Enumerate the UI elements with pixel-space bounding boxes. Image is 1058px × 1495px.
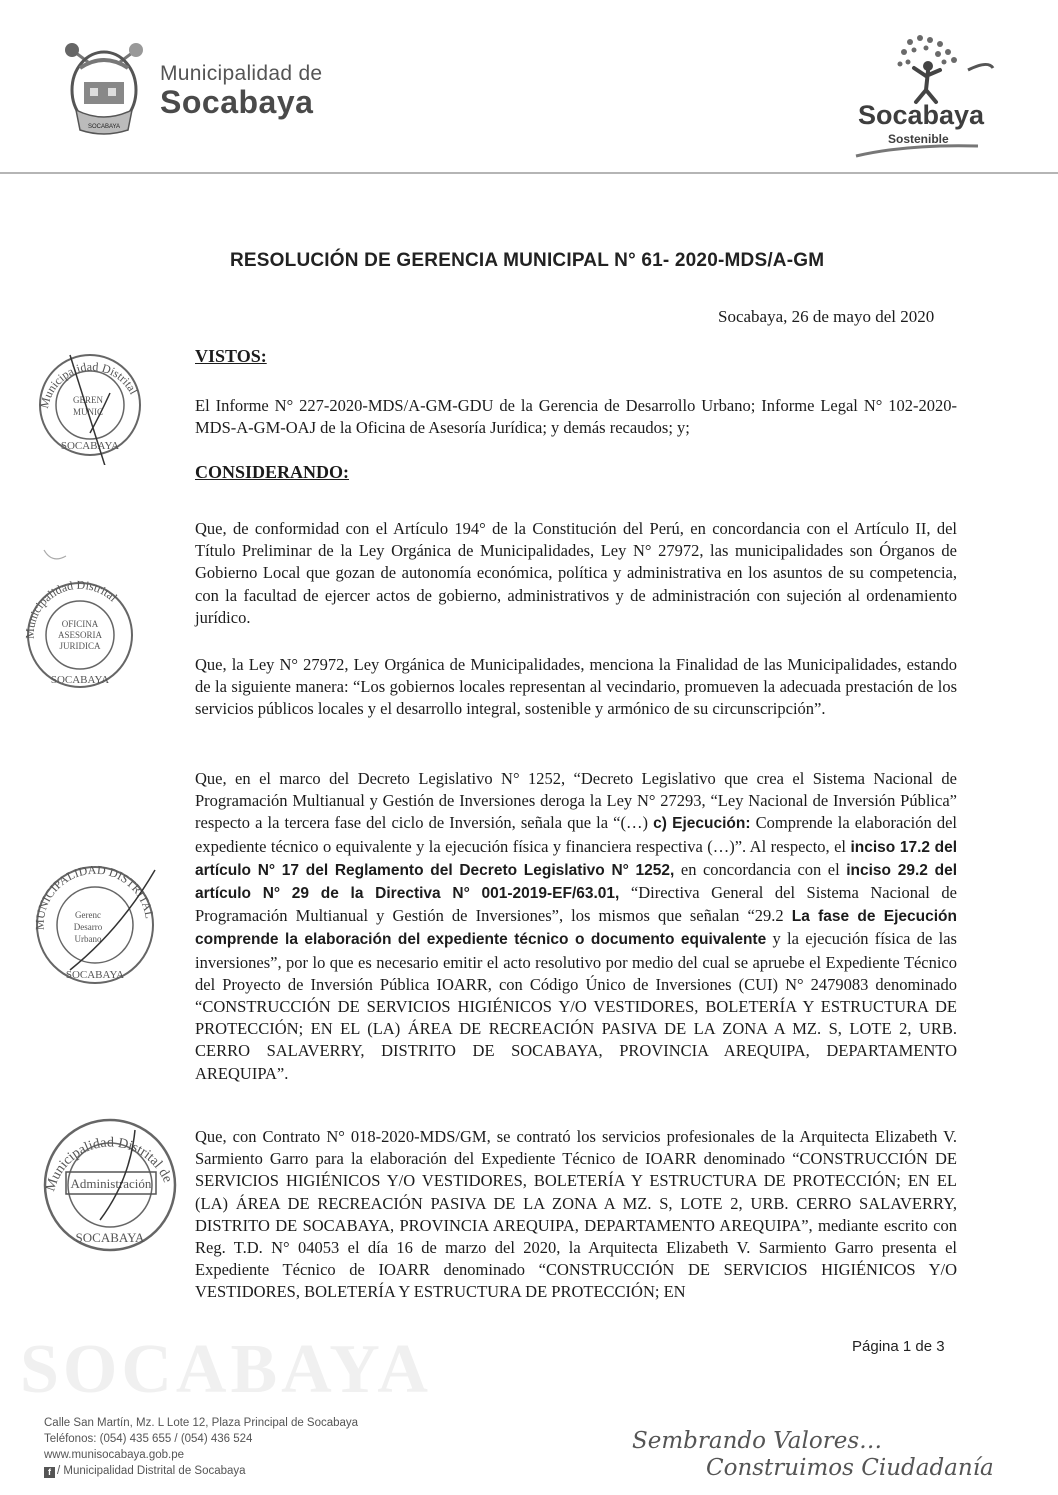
- stamp-asesoria-juridica: [20, 575, 140, 695]
- svg-text:SOCABAYA: SOCABAYA: [65, 969, 125, 981]
- svg-text:Urbano: Urbano: [74, 934, 102, 944]
- paragraph-decreto-legislativo: Que, en el marco del Decreto Legislativo N° 1252, “Decreto Legislativo que crea el Sistema Nacional de Programación Multianual y Gestión de Inversiones deroga la Ley N° 27293, “Ley Nacional de Inversión Pública” respecto a la tercera fase del ciclo de Inversión, señala que la “(…) c) Ejecución: Comprende la elaboración del expediente técnico o equivalente y la ejecución física y financiera respectiva (…)”. Al respecto, el inciso 17.2 del artículo N° 17 del Reglamento del Decreto Legislativo N° 1252, en concordancia con el inciso 29.2 del artículo N° 29 de la Directiva N° 001-2019-EF/63.01, “Directiva General del Sistema Nacional de Programación Multianual y Gestión de Inversiones”, los mismos que señalan “29.2 La fase de Ejecución comprende la elaboración del expediente técnico o documento equivalente y la ejecución física de las inversiones”, por lo que es necesario emitir el acto resolutivo por medio del cual se apruebe el Expediente Técnico del Proyecto de Inversión Pública IOARR, con Código Único de Inversiones (CUI) N° 2479083 denominado “CONSTRUCCIÓN DE SERVICIOS HIGIÉNICOS Y/O VESTIDORES, BOLETERÍA Y ESTRUCTURA DE PROTECCIÓN; EN EL (LA) ÁREA DE RECREACIÓN PASIVA DE LA ZONA A MZ. S, LOTE 2, URB. CERRO SALAVERRY, DISTRITO DE SOCABAYA, PROVINCIA AREQUIPA, DEPARTAMENTO AREQUIPA”.: [195, 769, 957, 1083]
- footer-phones: Teléfonos: (054) 435 655 / (054) 436 524: [44, 1433, 253, 1445]
- svg-text:Desarro: Desarro: [73, 922, 103, 932]
- letterhead: [0, 0, 1058, 175]
- svg-text:OFICINA: OFICINA: [61, 619, 99, 629]
- swoosh-icon: [848, 142, 998, 162]
- svg-text:MUNIC: MUNIC: [72, 407, 104, 417]
- socabaya-sostenible-logo: [848, 30, 998, 160]
- stamp-gerencia-municipal: [30, 345, 150, 465]
- vistos-paragraph: El Informe N° 227-2020-MDS/A-GM-GDU de la Gerencia de Desarrollo Urbano; Informe Legal N° 102-2020-MDS-A-GM-OAJ de la Oficina de Asesoría Jurídica; y demás recaudos; y;: [195, 396, 957, 438]
- svg-text:MUNICIPALIDAD DISTRITAL: MUNICIPALIDAD DISTRITAL: [32, 862, 157, 931]
- stamp-administracion: [40, 1110, 180, 1260]
- footer-website: www.munisocabaya.gob.pe: [44, 1449, 184, 1461]
- municipality-name: Socabaya: [160, 84, 314, 120]
- socabaya-watermark: SOCABAYA: [20, 1331, 432, 1408]
- footer-contact: [44, 1415, 358, 1479]
- footer-facebook: f / Municipalidad Distrital de Socabaya: [44, 1463, 358, 1479]
- paragraph-contrato: Que, con Contrato N° 018-2020-MDS/GM, se contrató los servicios profesionales de la Arquitecta Elizabeth V. Sarmiento Garro para la elaboración del Expediente Técnico de IOARR denominado “CONSTRUCCIÓN DE SERVICIOS HIGIÉNICOS Y/O VESTIDORES, BOLETERÍA Y ESTRUCTURA DE PROTECCIÓN; EN EL (LA) ÁREA DE RECREACIÓN PASIVA DE LA ZONA A MZ. S, LOTE 2, URB. CERRO SALAVERRY, DISTRITO DE SOCABAYA, PROVINCIA AREQUIPA, DEPARTAMENTO AREQUIPA”, mediante escrito con Reg. T.D. N° 04053 el día 16 de marzo del 2020, la Arquitecta Elizabeth V. Sarmiento Garro presenta el Expediente Técnico de IOARR denominado “CONSTRUCCIÓN DE SERVICIOS HIGIÉNICOS Y/O VESTIDORES, BOLETERÍA Y ESTRUCTURA DE PROTECCIÓN; EN: [195, 1127, 957, 1302]
- paragraph-ley-organica: Que, la Ley N° 27972, Ley Orgánica de Municipalidades, menciona la Finalidad de las Municipalidades, estando de la siguiente manera: “Los gobiernos locales representan al vecindario, promueven la adecuada prestación de los servicios públicos locales y el desarrollo integral, sostenible y armónico de su circunscripción”.: [195, 655, 957, 719]
- svg-text:Municipalidad Distrital de: Municipalidad Distrital de: [43, 1135, 175, 1194]
- slogan-line-2: Construimos Ciudadanía: [706, 1455, 994, 1481]
- footer-address: Calle San Martín, Mz. L Lote 12, Plaza Principal de Socabaya: [44, 1417, 359, 1429]
- stamp-mark-small: [40, 540, 70, 570]
- svg-text:Municipalidad Distrital: Municipalidad Distrital: [22, 577, 120, 640]
- svg-text:ASESORIA: ASESORIA: [57, 630, 103, 640]
- svg-text:Administración: Administración: [70, 1176, 152, 1191]
- resolution-title: RESOLUCIÓN DE GERENCIA MUNICIPAL N° 61- 2020-MDS/A-GM: [230, 250, 825, 271]
- svg-text:SOCABAYA: SOCABAYA: [50, 674, 110, 686]
- svg-text:Municipalidad Distrital: Municipalidad Distrital: [37, 359, 141, 410]
- municipal-crest-logo: [58, 40, 150, 140]
- brand-name: Socabaya: [858, 100, 985, 130]
- vistos-heading: VISTOS:: [195, 346, 267, 366]
- considerando-heading: CONSIDERANDO:: [195, 462, 350, 482]
- paragraph-constitucion: Que, de conformidad con el Artículo 194° de la Constitución del Perú, en concordancia con el Artículo II, del Título Preliminar de la Ley Orgánica de Municipalidades, Ley N° 27972, las municipalidades son Órganos de Gobierno Local que gozan de autonomía económica, política y administrativa en los asuntos de su competencia, con la facultad de ejercer actos de gobierno, administrativos y de administración con sujeción al ordenamiento jurídico.: [195, 519, 957, 627]
- tree-figure-icon: [848, 30, 998, 105]
- brand-tagline: Sostenible: [888, 132, 949, 146]
- svg-text:SOCABAYA: SOCABAYA: [60, 440, 120, 452]
- facebook-icon: f: [44, 1467, 55, 1478]
- stamp-gerencia-desarrollo-urbano: [30, 860, 160, 990]
- resolution-date: Socabaya, 26 de mayo del 2020: [718, 307, 935, 326]
- svg-text:Gerenc: Gerenc: [75, 910, 101, 920]
- header-divider: [0, 172, 1058, 174]
- svg-text:SOCABAYA: SOCABAYA: [87, 124, 121, 130]
- page-number: Página 1 de 3: [852, 1338, 945, 1355]
- svg-text:JURIDICA: JURIDICA: [59, 641, 101, 651]
- slogan-line-1: Sembrando Valores…: [632, 1428, 883, 1454]
- svg-text:GEREN: GEREN: [73, 395, 103, 405]
- municipality-label: Municipalidad de: [160, 62, 323, 85]
- svg-text:SOCABAYA: SOCABAYA: [75, 1230, 145, 1245]
